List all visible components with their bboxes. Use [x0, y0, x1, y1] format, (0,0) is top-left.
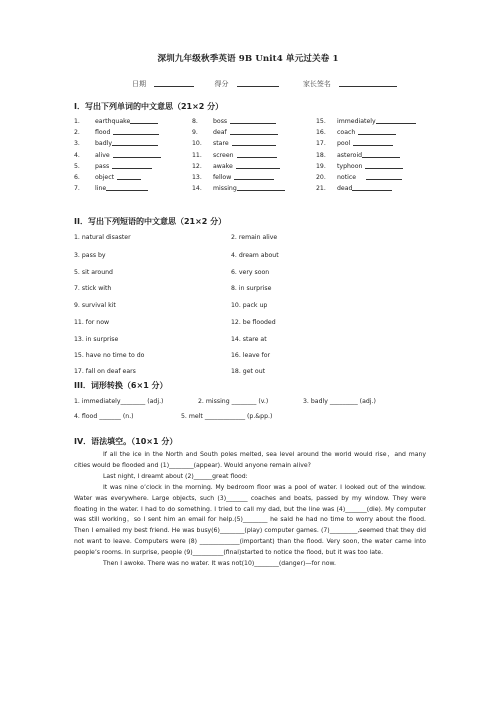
passage-paragraph: Then I awoke. There was no water. It was not(10)________(danger)—for now. — [103, 560, 336, 568]
list-item: 19. typhoon — [316, 161, 416, 172]
answer-blank[interactable] — [232, 138, 276, 146]
answer-blank[interactable] — [236, 161, 280, 169]
list-item: 7. line — [74, 183, 161, 194]
answer-blank[interactable] — [366, 172, 402, 180]
parent-signature-blank[interactable] — [339, 78, 397, 87]
answer-blank[interactable] — [353, 138, 393, 146]
answer-blank[interactable] — [234, 172, 274, 180]
word-form-item: 2. missing ________ (v.) — [198, 398, 269, 405]
list-item: 18. asteroid — [316, 150, 416, 161]
phrase-item: 11. for now — [74, 319, 110, 326]
list-item: 8. boss — [192, 116, 285, 127]
answer-blank[interactable] — [230, 116, 276, 124]
list-item: 11. screen — [192, 150, 285, 161]
answer-blank[interactable] — [112, 138, 158, 146]
list-item: 13. fellow — [192, 172, 285, 183]
phrase-item: 12. be flooded — [231, 319, 276, 326]
phrase-item: 9. survival kit — [74, 302, 116, 309]
phrase-item: 1. natural disaster — [74, 234, 131, 241]
answer-blank[interactable] — [237, 183, 285, 191]
list-item: 20. notice — [316, 172, 416, 183]
answer-blank[interactable] — [230, 127, 278, 135]
passage-paragraph: If all the ice in the North and South poles melted, sea level around the world would rise，and many cities would be flooded and (1)________(appear). Would anyone remain alive? — [74, 451, 426, 469]
section3-heading: III．词形转换（6×1 分） — [74, 381, 168, 390]
answer-blank[interactable] — [365, 161, 403, 169]
answer-blank[interactable] — [376, 116, 416, 124]
list-item: 12. awake — [192, 161, 285, 172]
phrase-item: 15. have no time to do — [74, 352, 145, 359]
answer-blank[interactable] — [358, 127, 396, 135]
list-item: 2. flood — [74, 127, 161, 138]
phrase-item: 8. in surprise — [231, 285, 272, 292]
list-item: 3. badly — [74, 138, 161, 149]
list-item: 14. missing — [192, 183, 285, 194]
phrase-item: 14. stare at — [231, 336, 267, 343]
phrase-item: 6. very soon — [231, 269, 270, 276]
passage-paragraph: Last night, I dreamt about (2)______great flood: — [103, 472, 248, 480]
page-title: 深圳九年级秋季英语 9B Unit4 单元过关卷 1 — [157, 54, 339, 64]
word-form-item: 4. flood _______ (n.) — [74, 413, 134, 420]
answer-blank[interactable] — [117, 172, 141, 180]
list-item: 6. object — [74, 172, 161, 183]
passage-paragraph: It was nine o’clock in the morning. My bedroom floor was a pool of water. I looked out of the window. Water was everywhere. Large objects, such (3)_______ coaches and boats, passed by my window. They were floating in the water. I had to do something. I tried to call my dad, but the line was (4)_______(die). My computer was still working，so I sent him an email for help.(5)________ he said he had no time to worry about the flood. Then I emailed my best friend. He was busy(6)________(play) computer games. (7)_________,seemed that they did not want to leave. Computers were (8) _____________(important) than the flood. Very soon, the water came into people’s rooms. In surprise, people (9)__________(final)started to notice the flood, but it was too late. — [74, 483, 426, 557]
phrase-item: 2. remain alive — [231, 234, 278, 241]
phrase-item: 4. dream about — [231, 252, 279, 259]
section1-col3 — [316, 116, 416, 194]
score-blank[interactable] — [237, 78, 279, 87]
phrase-item: 18. get out — [231, 368, 266, 375]
answer-blank[interactable] — [106, 183, 148, 191]
list-item: 17. pool — [316, 138, 416, 149]
answer-blank[interactable] — [352, 183, 392, 191]
phrase-item: 3. pass by — [74, 252, 106, 259]
section1-col1 — [74, 116, 161, 194]
list-item: 5. pass — [74, 161, 161, 172]
phrase-item: 7. stick with — [74, 285, 112, 292]
phrase-item: 13. in surprise — [74, 336, 119, 343]
date-label: 日期 — [132, 80, 146, 88]
word-form-item: 1. immediately________ (adj.) — [74, 398, 164, 405]
list-item: 21. dead — [316, 183, 416, 194]
section1-heading: I．写出下列单词的中文意思（21×2 分） — [74, 102, 224, 111]
answer-blank[interactable] — [362, 150, 400, 158]
cloze-passage — [74, 450, 426, 570]
phrase-item: 16. leave for — [231, 352, 271, 359]
answer-blank[interactable] — [113, 150, 161, 158]
word-form-item: 5. melt _____________ (p.&pp.) — [181, 413, 273, 420]
list-item: 15. immediately — [316, 116, 416, 127]
header-meta — [132, 78, 397, 89]
answer-blank[interactable] — [237, 150, 277, 158]
answer-blank[interactable] — [130, 116, 158, 124]
parent-signature-label: 家长签名 — [302, 80, 331, 88]
section1-col2 — [192, 116, 285, 194]
answer-blank[interactable] — [113, 127, 159, 135]
score-label: 得分 — [214, 80, 229, 88]
list-item: 9. deaf — [192, 127, 285, 138]
section4-heading: IV．语法填空。（10×1 分） — [74, 437, 178, 446]
phrase-item: 10. pack up — [231, 302, 268, 309]
answer-blank[interactable] — [112, 161, 152, 169]
phrase-item: 17. fall on deaf ears — [74, 368, 136, 375]
list-item: 4. alive — [74, 150, 161, 161]
section2-heading: II．写出下列短语的中文意思（21×2 分） — [74, 217, 227, 226]
date-blank[interactable] — [154, 78, 194, 87]
phrase-item: 5. sit around — [74, 269, 113, 276]
list-item: 10. stare — [192, 138, 285, 149]
list-item: 1. earthquake — [74, 116, 161, 127]
list-item: 16. coach — [316, 127, 416, 138]
word-form-item: 3. badly _________ (adj.) — [303, 398, 376, 405]
